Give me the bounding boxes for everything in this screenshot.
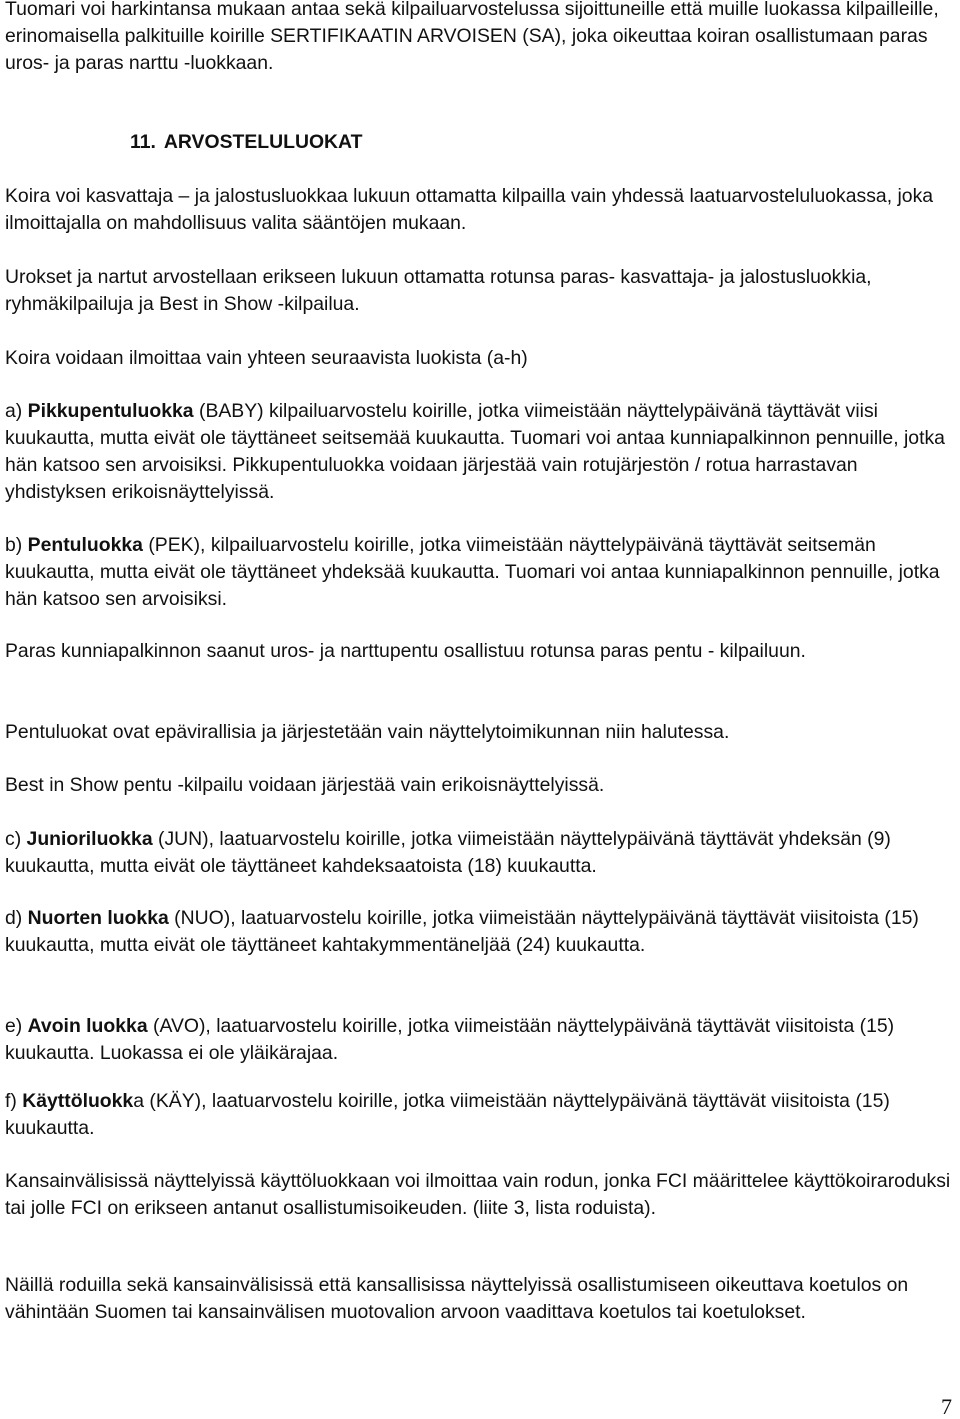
- class-f-text: (KÄY), laatuarvostelu koirille, jotka viimeistään näyttelypäivänä täyttävät viisitoista (15) kuukautta.: [5, 1090, 890, 1139]
- class-e-paragraph: [5, 1013, 955, 1067]
- working-class-paragraph: Kansainvälisissä näyttelyissä käyttöluokkaan voi ilmoittaa vain rodun, jonka FCI määrittelee käyttökoiraroduksi tai jolle FCI on erikseen antanut osallistumisoikeuden. (liite 3, lista roduista).: [5, 1170, 951, 1219]
- class-b-name: Pentuluokka: [27, 534, 143, 556]
- class-b-prefix: b): [5, 534, 28, 556]
- puppy-best-paragraph: Paras kunniapalkinnon saanut uros- ja narttupentu osallistuu rotunsa paras pentu - kilpailuun.: [5, 640, 806, 662]
- page-number: 7: [941, 1394, 952, 1419]
- puppy-unofficial-paragraph: Pentuluokat ovat epävirallisia ja järjestetään vain näyttelytoimikunnan niin halutessa.: [5, 721, 730, 743]
- class-b-text: (PEK), kilpailuarvostelu koirille, jotka viimeistään näyttelypäivänä täyttävät seitsemän kuukautta, mutta eivät ole täyttäneet yhdeksää kuukautta. Tuomari voi antaa kunniapalkinnon pennuille, jotka hän katsoo sen arvoisiksi.: [5, 534, 940, 610]
- puppy-bis-paragraph: Best in Show pentu -kilpailu voidaan järjestää vain erikoisnäyttelyissä.: [5, 774, 605, 796]
- paragraph-class-choice: Koira voidaan ilmoittaa vain yhteen seuraavista luokista (a-h): [5, 347, 528, 369]
- class-b-paragraph: [5, 532, 955, 613]
- paragraph-class-rule: Koira voi kasvattaja – ja jalostusluokkaa lukuun ottamatta kilpailla vain yhdessä laatuarvosteluluokassa, joka ilmoittajalla on mahdollisuus valita sääntöjen mukaan.: [5, 185, 934, 234]
- class-f-paragraph: [5, 1088, 955, 1142]
- class-d-paragraph: [5, 905, 955, 959]
- intro-paragraph: Tuomari voi harkintansa mukaan antaa sekä kilpailuarvostelussa sijoittuneille että muille luokassa kilpailleille, erinomaisella palkituille koirille SERTIFIKAATIN ARVOISEN (SA), joka oikeuttaa koiran osallistumaan paras uros- ja paras narttu -luokkaan.: [5, 0, 939, 74]
- section-number: 11.: [130, 131, 156, 153]
- class-e-name: Avoin luokka: [27, 1015, 148, 1037]
- class-e-text: (AVO), laatuarvostelu koirille, jotka viimeistään näyttelypäivänä täyttävät viisitoista (15) kuukautta. Luokassa ei ole yläikärajaa.: [5, 1015, 895, 1064]
- class-d-text: (NUO), laatuarvostelu koirille, jotka viimeistään näyttelypäivänä täyttävät viisitoista (15) kuukautta, mutta eivät ole täyttäneet kahtakymmentäneljää (24) kuukautta.: [5, 907, 919, 956]
- class-f-name-rest: a: [133, 1090, 145, 1112]
- class-c-text: (JUN), laatuarvostelu koirille, jotka viimeistään näyttelypäivänä täyttävät yhdeksän (9) kuukautta, mutta eivät ole täyttäneet kahdeksaatoista (18) kuukautta.: [5, 828, 891, 877]
- class-c-prefix: c): [5, 828, 27, 850]
- class-a-name: Pikkupentuluokka: [27, 400, 194, 422]
- section-heading: [130, 129, 730, 156]
- class-f-prefix: f): [5, 1090, 23, 1112]
- class-d-prefix: d): [5, 907, 28, 929]
- test-result-paragraph: Näillä roduilla sekä kansainvälisissä että kansallisissa näyttelyissä osallistumiseen oikeuttava koetulos on vähintään Suomen tai kansainvälisen muotovalion arvoon vaadittava koetulos tai koetulokset.: [5, 1274, 909, 1323]
- class-d-name: Nuorten luokka: [27, 907, 169, 929]
- class-a-text: (BABY) kilpailuarvostelu koirille, jotka viimeistään näyttelypäivänä täyttävät viisi kuukautta, mutta eivät ole täyttäneet seitsemää kuukautta. Tuomari voi antaa kunniapalkinnon pennuille, jotka hän katsoo sen arvoisiksi. Pikkupentuluokka voidaan järjestää vain rotujärjestön / rotua harrastavan yhdistyksen erikoisnäyttelyissä.: [5, 400, 945, 503]
- class-a-paragraph: [5, 398, 955, 506]
- class-f-name: Käyttöluokk: [22, 1090, 134, 1112]
- paragraph-sexes: Urokset ja nartut arvostellaan erikseen lukuun ottamatta rotunsa paras- kasvattaja- ja jalostusluokkia, ryhmäkilpailuja ja Best in Show -kilpailua.: [5, 266, 872, 315]
- class-e-prefix: e): [5, 1015, 28, 1037]
- class-c-name: Junioriluokka: [26, 828, 153, 850]
- class-a-prefix: a): [5, 400, 28, 422]
- section-title: ARVOSTELULUOKAT: [163, 131, 363, 153]
- class-c-paragraph: [5, 826, 955, 880]
